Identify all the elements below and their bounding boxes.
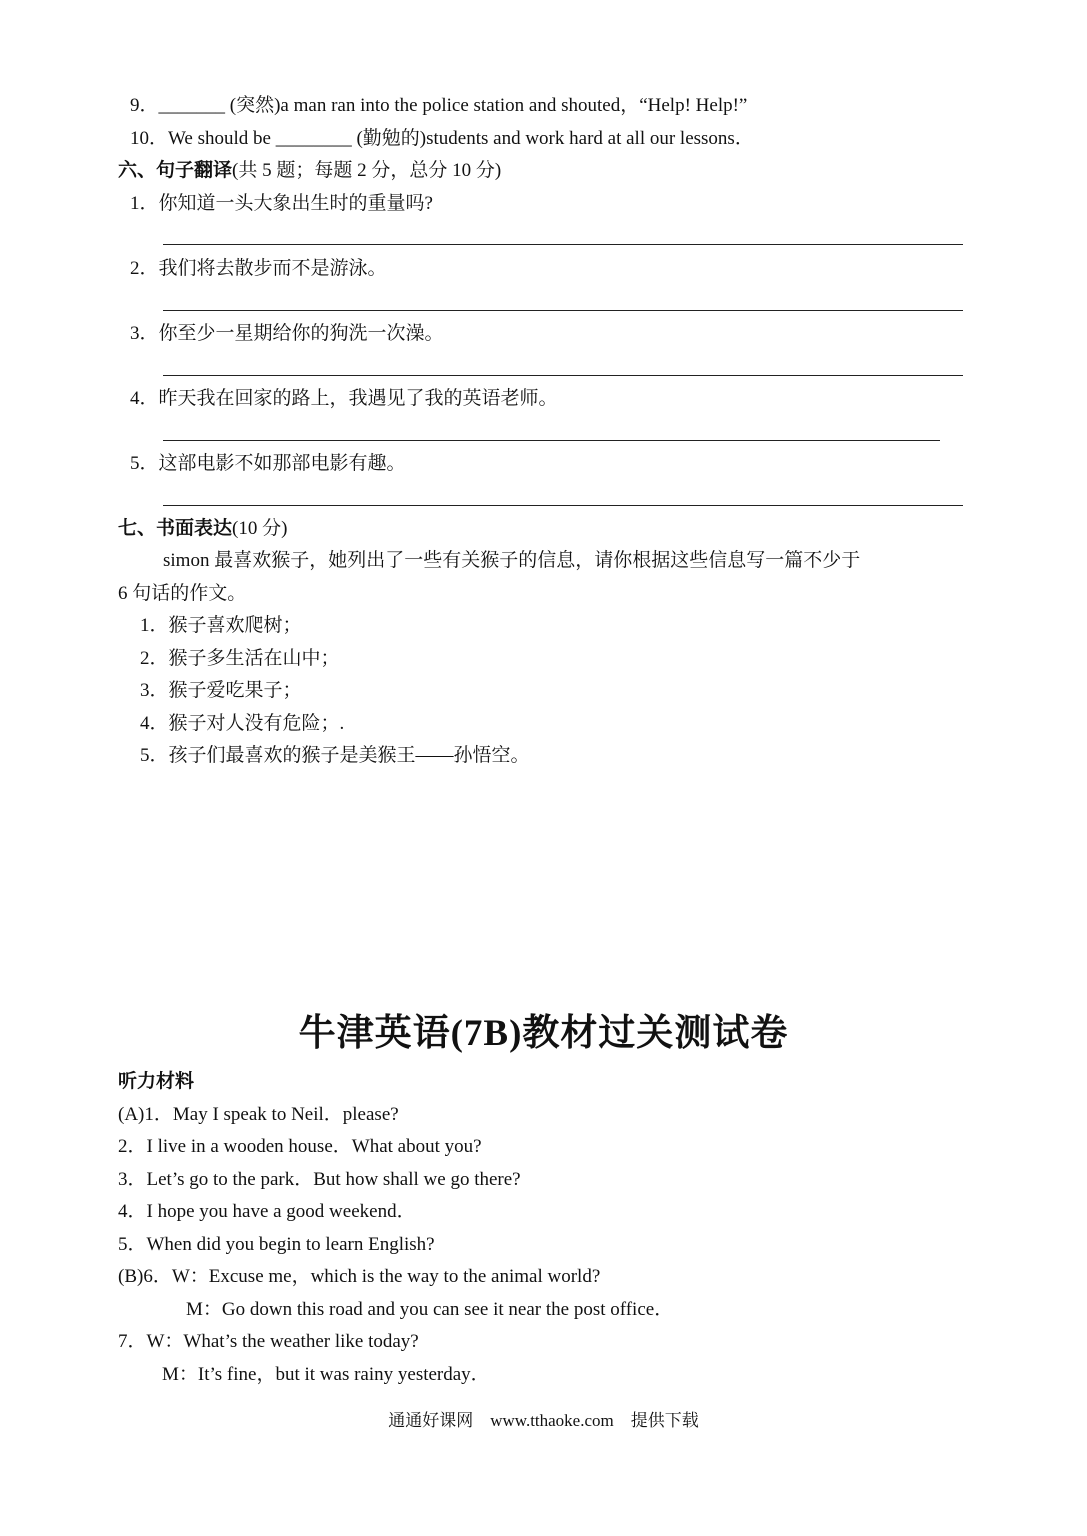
item-text: 昨天我在回家的路上，我遇见了我的英语老师。 xyxy=(158,388,558,409)
answer-line-1[interactable] xyxy=(163,244,963,245)
listening-line: 7．W：What’s the weather like today? xyxy=(118,1331,419,1352)
test-title: 牛津英语(7B)教材过关测试卷 xyxy=(298,1013,789,1054)
listening-line: 2．I live in a wooden house．What about you? xyxy=(118,1136,482,1157)
translation-item-5 xyxy=(130,454,406,473)
section-title: 七、书面表达 xyxy=(118,518,233,539)
item-text: 我们将去散步而不是游泳。 xyxy=(158,258,387,279)
writing-prompt-line-1: simon 最喜欢猴子，她列出了一些有关猴子的信息，请你根据这些信息写一篇不少于 xyxy=(163,550,861,571)
writing-prompt-line-2: 6 句话的作文。 xyxy=(118,583,247,604)
listening-line: 3．Let’s go to the park．But how shall we go there? xyxy=(118,1169,521,1190)
fill-in-item-10 xyxy=(130,129,754,148)
item-number: 3． xyxy=(140,680,169,701)
item-number: 4． xyxy=(130,388,159,409)
translation-item-4 xyxy=(130,389,558,408)
item-number: 9． xyxy=(130,95,159,116)
section-6-heading xyxy=(118,161,501,180)
writing-point-5 xyxy=(140,746,530,765)
item-text: 这部电影不如那部电影有趣。 xyxy=(158,453,406,474)
fill-in-item-9 xyxy=(130,96,747,115)
listening-line: (B)6．W：Excuse me，which is the way to the animal world? xyxy=(118,1266,601,1287)
page-footer: 通通好课网 www.tthaoke.com 提供下载 xyxy=(388,1411,699,1430)
item-number: 2． xyxy=(140,648,169,669)
item-number: 4． xyxy=(140,713,169,734)
answer-line-3[interactable] xyxy=(163,375,963,376)
writing-point-3 xyxy=(140,681,302,700)
item-number: 1． xyxy=(130,193,159,214)
section-note: (共 5 题；每题 2 分，总分 10 分) xyxy=(232,160,502,181)
item-number: 2． xyxy=(130,258,159,279)
item-number: 1． xyxy=(140,615,169,636)
answer-line-4[interactable] xyxy=(163,440,940,441)
writing-point-4 xyxy=(140,714,344,733)
item-number: 5． xyxy=(130,453,159,474)
item-text: 猴子喜欢爬树； xyxy=(168,615,302,636)
translation-item-1 xyxy=(130,194,433,213)
item-number: 3． xyxy=(130,323,159,344)
listening-line: M：It’s fine，but it was rainy yesterday． xyxy=(162,1364,490,1385)
item-text: _______ (突然)a man ran into the police station and shouted，“Help! Help!” xyxy=(158,95,748,116)
item-text: 猴子对人没有危险；. xyxy=(168,713,345,734)
section-title: 六、句子翻译 xyxy=(118,160,233,181)
item-text: 猴子多生活在山中； xyxy=(168,648,340,669)
listening-line: 5．When did you begin to learn English? xyxy=(118,1234,435,1255)
listening-line: (A)1．May I speak to Neil．please? xyxy=(118,1104,399,1125)
answer-line-2[interactable] xyxy=(163,310,963,311)
listening-line: M：Go down this road and you can see it near the post office． xyxy=(186,1299,674,1320)
listening-heading: 听力材料 xyxy=(118,1071,195,1092)
item-text: 猴子爱吃果子； xyxy=(168,680,302,701)
item-number: 5． xyxy=(140,745,169,766)
item-text: 你知道一头大象出生时的重量吗? xyxy=(158,193,433,214)
writing-point-2 xyxy=(140,649,340,668)
writing-point-1 xyxy=(140,616,302,635)
item-text: 你至少一星期给你的狗洗一次澡。 xyxy=(158,323,444,344)
section-note: (10 分) xyxy=(232,518,288,539)
item-text: We should be ________ (勤勉的)students and work hard at all our lessons． xyxy=(168,128,754,149)
answer-line-5[interactable] xyxy=(163,505,963,506)
translation-item-3 xyxy=(130,324,444,343)
item-number: 10． xyxy=(130,128,169,149)
item-text: 孩子们最喜欢的猴子是美猴王——孙悟空。 xyxy=(168,745,530,766)
listening-line: 4．I hope you have a good weekend． xyxy=(118,1201,416,1222)
section-7-heading xyxy=(118,519,287,538)
translation-item-2 xyxy=(130,259,387,278)
